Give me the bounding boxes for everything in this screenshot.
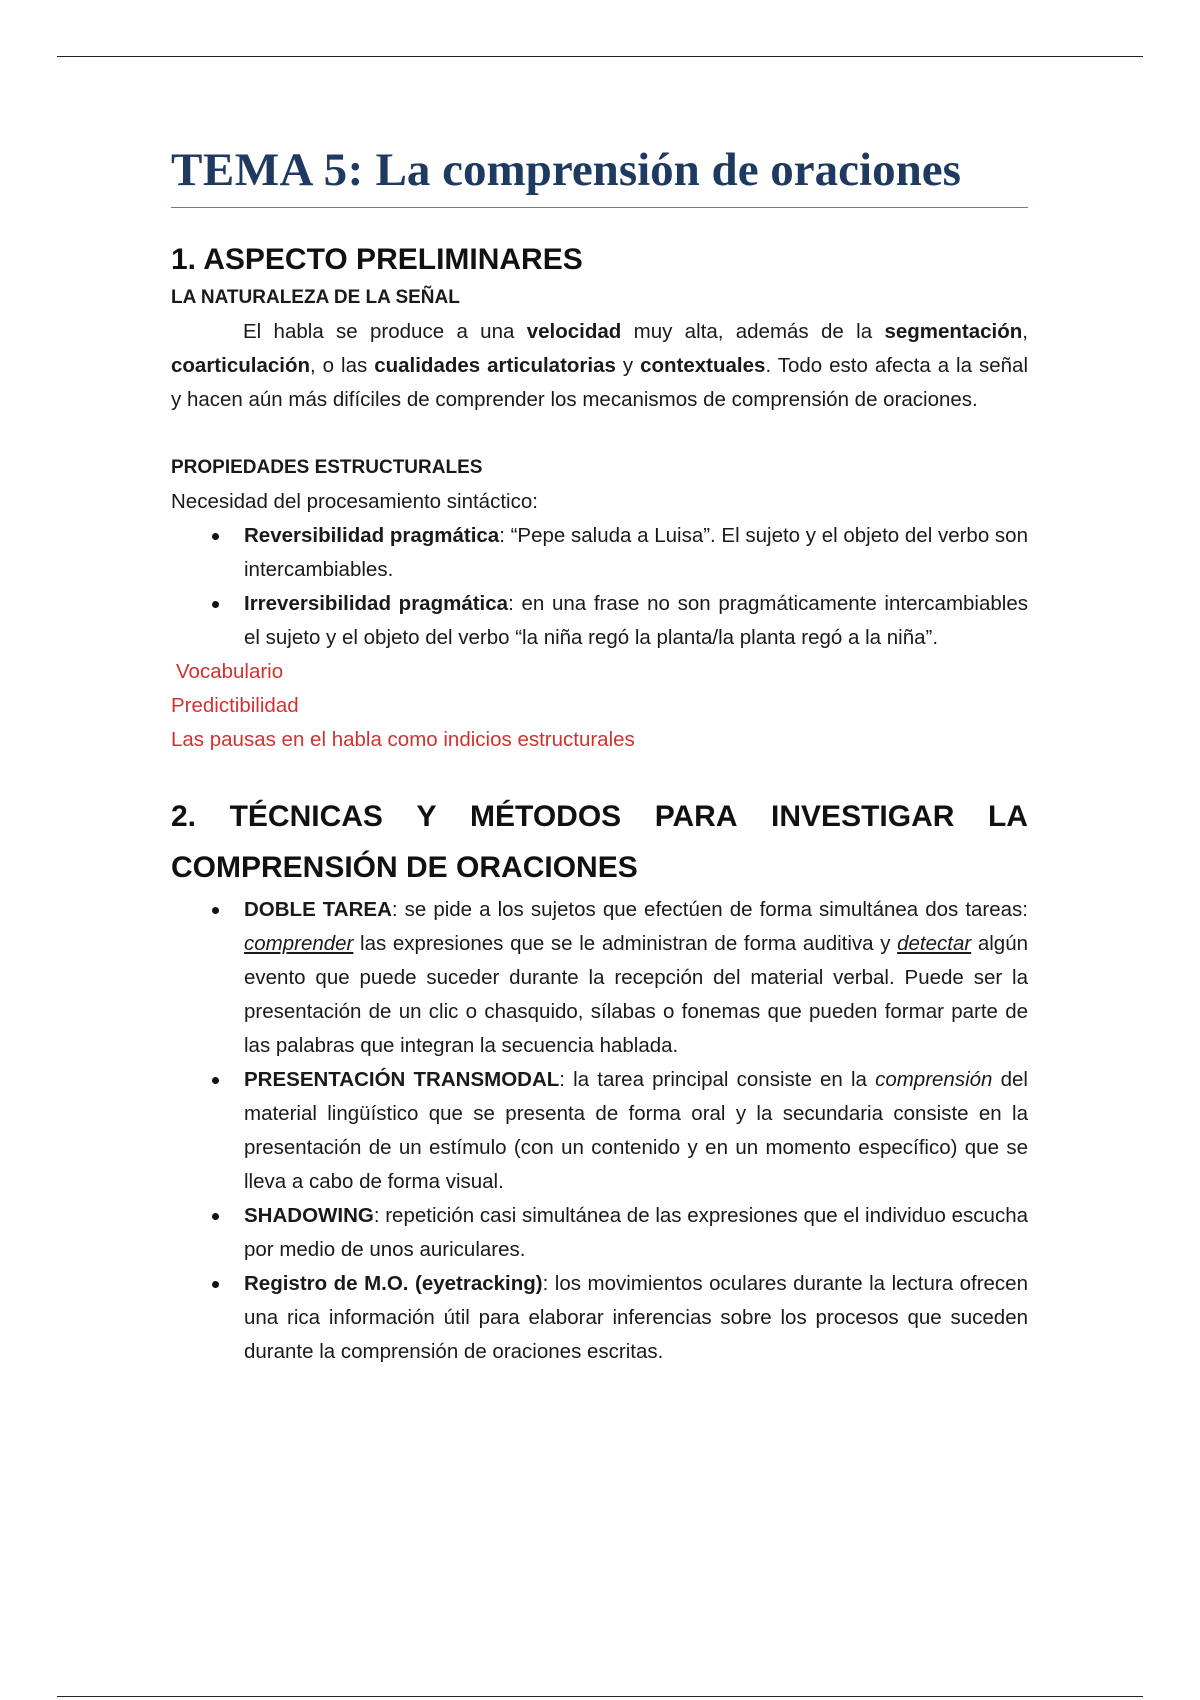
list-item (171, 587, 1028, 655)
list-item-term: Registro de M.O. (eyetracking) (244, 1272, 543, 1296)
heading-word: 2. (171, 800, 197, 834)
title-text: La comprensión de oraciones (375, 144, 961, 196)
list-item-text: : se pide a los sujetos que efectúen de forma simultánea dos tareas: (391, 898, 1028, 922)
signal-bold-cualidades: cualidades articulatorias (374, 354, 616, 378)
heading-word: PARA (654, 800, 738, 834)
techniques-list (171, 893, 1028, 1369)
section-1-heading: 1. ASPECTO PRELIMINARES (171, 242, 583, 276)
underlined-term-detectar: detectar (897, 932, 972, 956)
list-item-text: : la tarea principal consiste en la (559, 1068, 876, 1092)
signal-bold-coarticulacion: coarticulación (171, 354, 310, 378)
list-item-text: : repetición casi simultánea de las expresiones que el individuo escucha por medio de unos auriculares. (244, 1204, 1028, 1262)
structural-subheading: PROPIEDADES ESTRUCTURALES (171, 457, 483, 479)
page-content (171, 145, 1028, 1369)
list-item-doble-tarea (171, 893, 1028, 1063)
bottom-rule (57, 1696, 1143, 1697)
list-item-text: : en una frase no son pragmáticamente intercambiables el sujeto y el objeto del verbo “la niña regó la planta/la planta regó a la niña”. (244, 592, 1028, 650)
signal-text-4: , o las (310, 354, 375, 378)
heading-word: LA (987, 800, 1028, 834)
list-item-text: : los movimientos oculares durante la lectura ofrecen una rica información útil para elaborar inferencias sobre los procesos que suceden durante la comprensión de oraciones escritas. (244, 1272, 1028, 1364)
list-item (171, 519, 1028, 587)
heading-word: TÉCNICAS (229, 800, 383, 834)
list-item-term: PRESENTACIÓN TRANSMODAL (244, 1068, 560, 1092)
top-rule (57, 56, 1143, 57)
red-item-predictibilidad: Predictibilidad (171, 694, 299, 718)
list-item-shadowing (171, 1199, 1028, 1267)
heading-word: INVESTIGAR (771, 800, 955, 834)
list-item-text: del material lingüístico que se presenta de forma oral y la secundaria consiste en la presentación de un estímulo (con un contenido y en un momento específico) que se lleva a cabo de forma visual. (244, 1068, 1028, 1194)
signal-paragraph (171, 315, 1028, 417)
signal-subheading: LA NATURALEZA DE LA SEÑAL (171, 287, 460, 309)
signal-text-2: muy alta, además de la (621, 320, 885, 344)
signal-text-6: . Todo esto afecta a la señal y hacen aún más difíciles de comprender los mecanismos de comprensión de oraciones. (171, 354, 1028, 412)
signal-text-1: El habla se produce a una (243, 320, 527, 344)
italic-term-comprension: comprensión (875, 1068, 993, 1092)
document-title (171, 145, 1028, 208)
underlined-term-comprender: comprender (244, 932, 354, 956)
list-item-text: las expresiones que se le administran de forma auditiva y (353, 932, 898, 956)
list-item-term: Irreversibilidad pragmática (244, 592, 509, 616)
list-item-term: Reversibilidad pragmática (244, 524, 500, 548)
structural-intro: Necesidad del procesamiento sintáctico: (171, 490, 538, 514)
list-item-eyetracking (171, 1267, 1028, 1369)
signal-text-5: y (615, 354, 641, 378)
list-item-term: DOBLE TAREA (244, 898, 392, 922)
section-2-heading-line-2: COMPRENSIÓN DE ORACIONES (171, 851, 638, 885)
list-item-text: : “Pepe saluda a Luisa”. El sujeto y el objeto del verbo son intercambiables. (244, 524, 1028, 582)
spacer (171, 417, 1028, 451)
red-item-pausas: Las pausas en el habla como indicios estructurales (171, 728, 635, 752)
section-2-heading-line-1 (171, 791, 1028, 842)
title-prefix: TEMA 5: (171, 144, 364, 196)
structural-list (171, 519, 1028, 655)
red-item-vocabulario: Vocabulario (176, 660, 284, 684)
list-item-transmodal (171, 1063, 1028, 1199)
signal-bold-segmentacion: segmentación (884, 320, 1023, 344)
signal-bold-contextuales: contextuales (640, 354, 766, 378)
heading-word: Y (416, 800, 437, 834)
signal-bold-velocidad: velocidad (526, 320, 622, 344)
signal-text-3: , (1022, 320, 1028, 344)
list-item-text: algún evento que puede suceder durante la recepción del material verbal. Puede ser la presentación de un clic o chasquido, sílabas o fonemas que pueden formar parte de las palabras que integran la secuencia hablada. (244, 932, 1029, 1058)
heading-word: MÉTODOS (470, 800, 622, 834)
list-item-term: SHADOWING (244, 1204, 374, 1228)
section-2-heading (171, 791, 1028, 893)
